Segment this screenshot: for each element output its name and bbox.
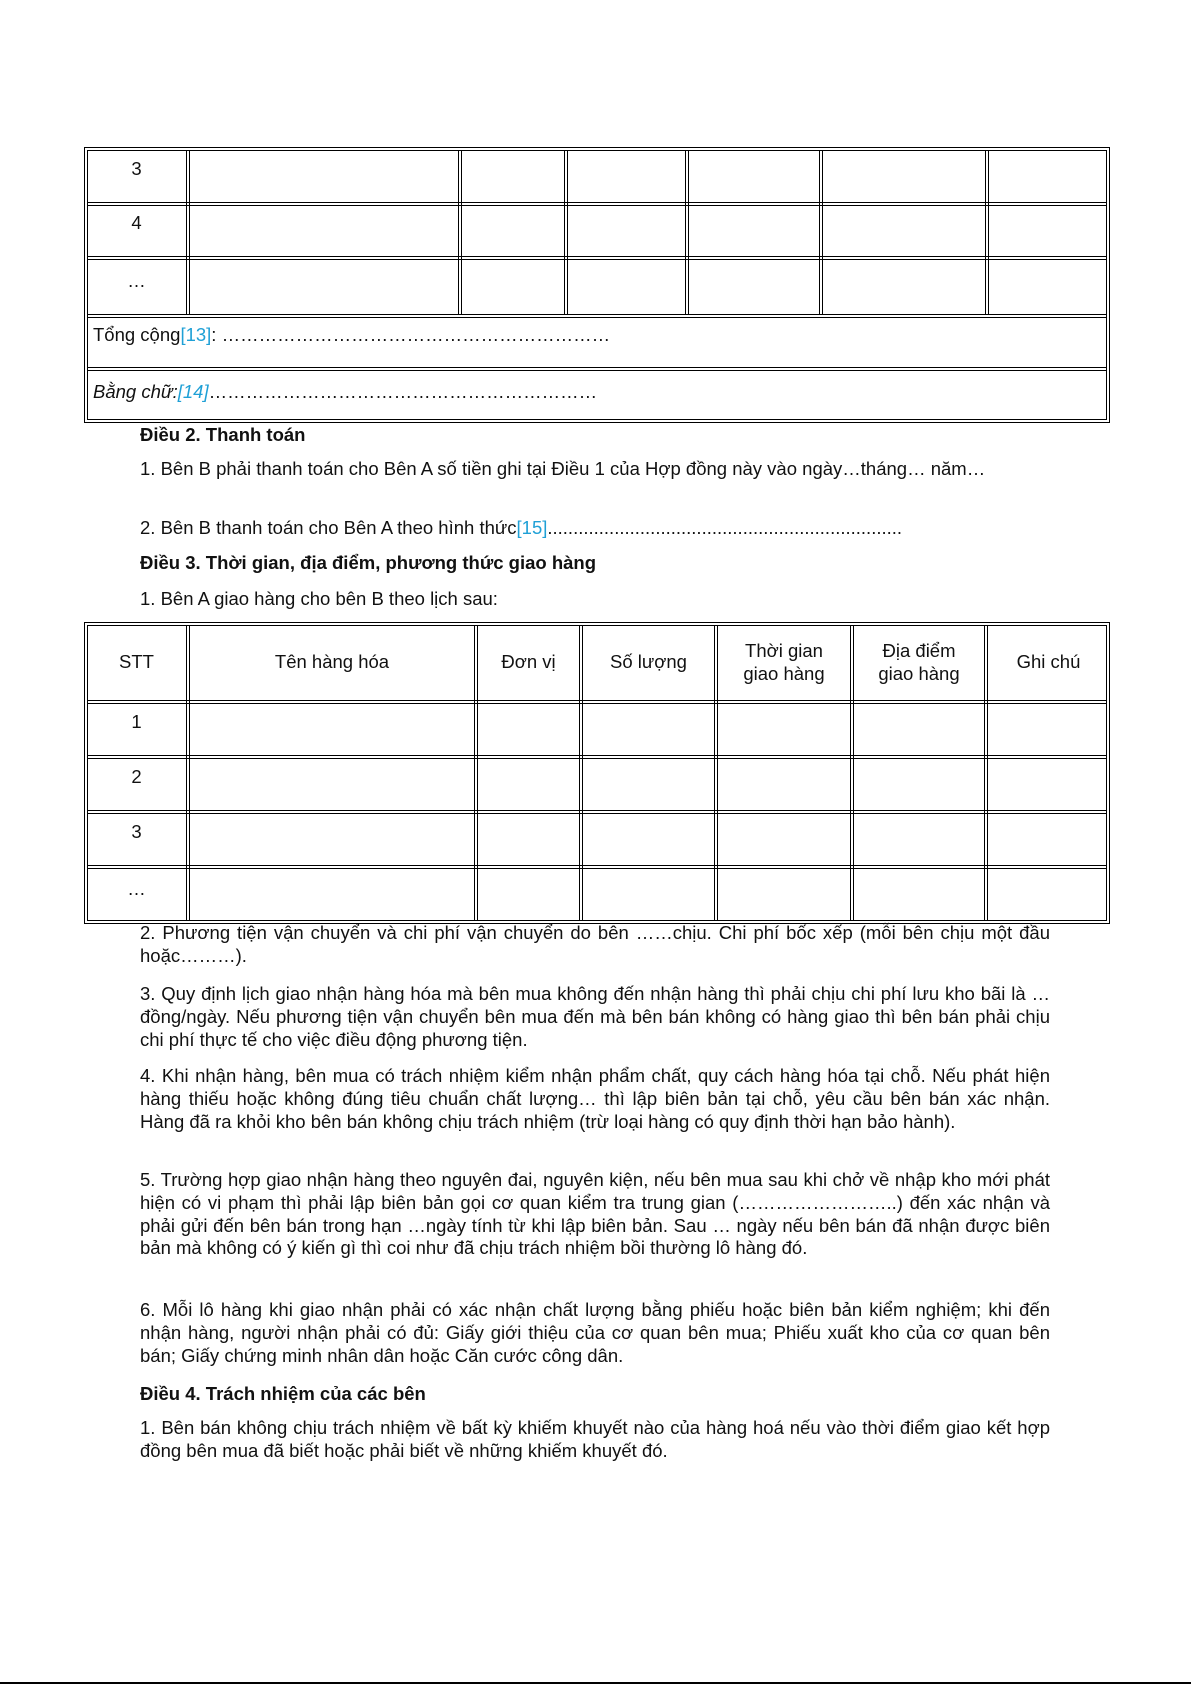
article-2-para-2 <box>140 517 1050 540</box>
article-3-para-3: 3. Quy định lịch giao nhận hàng hóa mà bên mua không đến nhận hàng thì phải chịu chi phí lưu kho bãi là … đồng/ngày. Nếu phương tiện vận chuyển bên mua đến mà bên bán không có hàng giao thì bên bán phải chịu chi phí thực tế cho việc điều động phương tiện. <box>140 983 1050 1050</box>
table-row-number: 2 <box>131 765 142 787</box>
total-label: Tổng cộng <box>93 324 181 345</box>
article-4-heading: Điều 4. Trách nhiệm của các bên <box>140 1383 426 1404</box>
column-header-unit: Đơn vị <box>501 651 556 673</box>
total-amount-row <box>93 324 610 347</box>
words-label: Bằng chữ: <box>93 381 178 402</box>
column-header-delivery-time: Thời gian giao hàng <box>743 639 825 684</box>
goods-table-continued <box>84 147 1110 423</box>
column-header-stt: STT <box>119 651 154 673</box>
table-row-number: 1 <box>131 710 142 732</box>
page-footer-line <box>0 1682 1191 1684</box>
article-3-para-4: 4. Khi nhận hàng, bên mua có trách nhiệm kiểm nhận phẩm chất, quy cách hàng hóa tại chỗ. Nếu phát hiện hàng thiếu hoặc không đúng tiêu chuẩn chất lượng… thì lập biên bản tại chỗ, yêu cầu bên bán xác nhận. Hàng đã ra khỏi kho bên bán không chịu trách nhiệm (trừ loại hàng có quy định thời hạn bảo hành). <box>140 1065 1050 1132</box>
column-header-delivery-place: Địa điểm giao hàng <box>878 639 960 684</box>
article-4-para-1: 1. Bên bán không chịu trách nhiệm về bất kỳ khiếm khuyết nào của hàng hoá nếu vào thời điểm giao kết hợp đồng bên mua đã biết hoặc phải biết về những khiếm khuyết đó. <box>140 1417 1050 1461</box>
amount-in-words-row <box>93 381 597 404</box>
table-row-number: 3 <box>131 820 142 842</box>
words-dots: ……………………………………………………… <box>208 381 598 402</box>
table-row-number: 4 <box>131 211 142 233</box>
column-header-item-name: Tên hàng hóa <box>274 651 390 673</box>
article-2-para-1: 1. Bên B phải thanh toán cho Bên A số tiền ghi tại Điều 1 của Hợp đồng này vào ngày…tháng… năm… <box>140 458 986 479</box>
table-row-number: … <box>127 269 146 291</box>
column-header-quantity: Số lượng <box>610 651 687 673</box>
table-row-number: … <box>127 877 146 899</box>
column-header-note: Ghi chú <box>1016 651 1081 673</box>
payment-method-text: 2. Bên B thanh toán cho Bên A theo hình thức <box>140 517 517 538</box>
footnote-ref-13[interactable]: [13] <box>180 324 212 345</box>
article-3-heading: Điều 3. Thời gian, địa điểm, phương thức giao hàng <box>140 552 597 573</box>
payment-method-dots: ..................................................................... <box>547 517 903 538</box>
article-2-heading: Điều 2. Thanh toán <box>140 424 306 445</box>
total-dots: : ……………………………………………………… <box>211 324 611 345</box>
footnote-ref-14[interactable]: [14] <box>177 381 209 402</box>
article-3-para-2: 2. Phương tiện vận chuyển và chi phí vận chuyển do bên ……chịu. Chi phí bốc xếp (mỗi bên chịu một đầu hoặc………). <box>140 922 1050 966</box>
footnote-ref-15[interactable]: [15] <box>516 517 548 538</box>
article-3-para-5: 5. Trường hợp giao nhận hàng theo nguyên đai, nguyên kiện, nếu bên mua sau khi chở về nhập kho mới phát hiện có vi phạm thì phải lập biên bản gọi cơ quan kiểm tra trung gian (……………………..) đến xác nhận và phải gửi đến bên bán trong hạn …ngày tính từ khi lập biên bản. Sau … ngày nếu bên bán đã nhận được biên bản mà không có ý kiến gì thì coi như đã chịu trách nhiệm bồi thường lô hàng đó. <box>140 1169 1050 1259</box>
article-3-para-1: 1. Bên A giao hàng cho bên B theo lịch sau: <box>140 588 498 609</box>
article-3-para-6: 6. Mỗi lô hàng khi giao nhận phải có xác nhận chất lượng bằng phiếu hoặc biên bản kiểm nghiệm; khi đến nhận hàng, người nhận phải có đủ: Giấy giới thiệu của cơ quan bên mua; Phiếu xuất kho của cơ quan bên bán; Giấy chứng minh nhân dân hoặc Căn cước công dân. <box>140 1299 1050 1366</box>
delivery-schedule-table <box>84 622 1110 924</box>
table-row-number: 3 <box>131 157 142 179</box>
